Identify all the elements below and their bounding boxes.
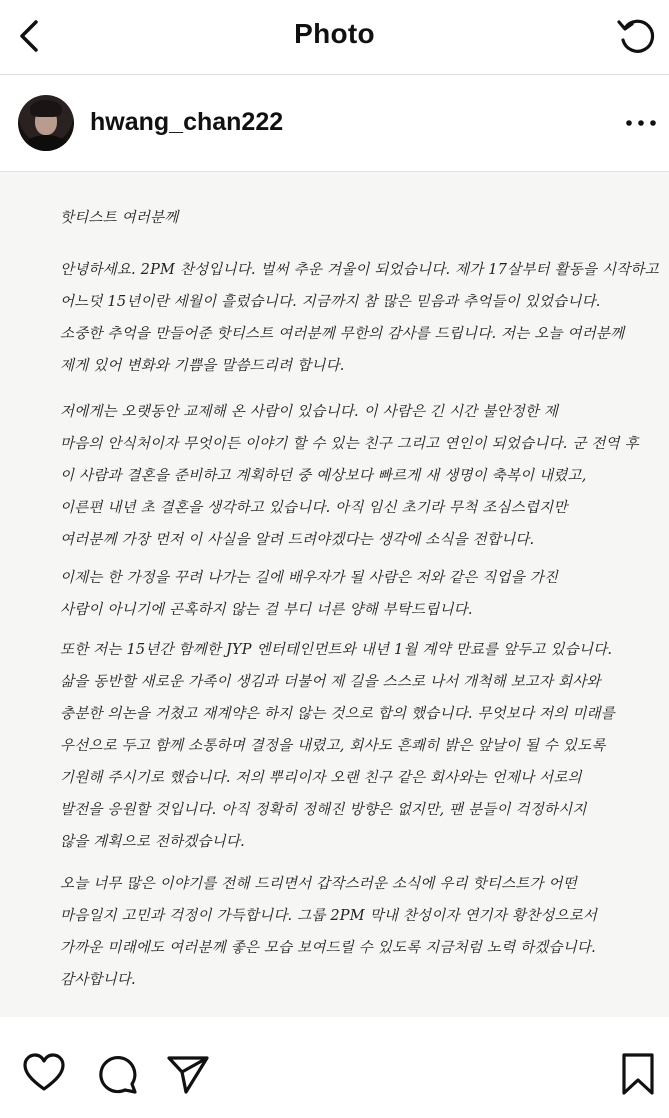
letter-line: 제게 있어 변화와 기쁨을 말씀드리려 합니다.: [60, 358, 345, 374]
letter-line: 마음일지 고민과 걱정이 가득합니다. 그룹 2PM 막내 찬성이자 연기자 황찬성으로서: [60, 908, 598, 924]
top-bar: [0, 0, 669, 75]
page-title: Photo: [294, 18, 375, 49]
post-actions-bar: [0, 1018, 669, 1118]
handwritten-letter-image: [0, 172, 669, 1017]
letter-line: 마음의 안식처이자 무엇이든 이야기 할 수 있는 친구 그리고 연인이 되었습니다. 군 전역 후: [60, 436, 639, 452]
letter-line: 가까운 미래에도 여러분께 좋은 모습 보여드릴 수 있도록 지금처럼 노력 하겠습니다.: [60, 940, 596, 956]
avatar-body: [22, 135, 70, 151]
letter-line: 오늘 너무 많은 이야기를 전해 드리면서 갑작스러운 소식에 우리 핫티스트가 어떤: [60, 876, 577, 892]
letter-line: 안녕하세요. 2PM 찬성입니다. 벌써 추운 겨울이 되었습니다. 제가 17살부터 활동을 시작하고: [60, 262, 659, 278]
letter-line: 삶을 동반할 새로운 가족이 생김과 더불어 제 길을 스스로 나서 개척해 보고자 회사와: [60, 674, 601, 690]
more-horizontal-icon[interactable]: [621, 111, 661, 135]
letter-line: 않을 계획으로 전하겠습니다.: [60, 834, 245, 850]
send-icon[interactable]: [166, 1052, 210, 1096]
letter-line: 기원해 주시기로 했습니다. 저의 뿌리이자 오랜 친구 같은 회사와는 언제나 서로의: [60, 770, 582, 786]
letter-line: 이제는 한 가정을 꾸려 나가는 길에 배우자가 될 사람은 저와 같은 직업을 가진: [60, 570, 559, 586]
letter-line: 핫티스트 여러분께: [60, 210, 179, 226]
letter-line: 또한 저는 15년간 함께한 JYP 엔터테인먼트와 내년 1월 계약 만료를 앞두고 있습니다.: [60, 642, 613, 658]
heart-icon[interactable]: [22, 1052, 66, 1096]
letter-line: 충분한 의논을 거쳤고 재계약은 하지 않는 것으로 합의 했습니다. 무엇보다 저의 미래를: [60, 706, 615, 722]
letter-line: 우선으로 두고 함께 소통하며 결정을 내렸고, 회사도 흔쾌히 밝은 앞날이 될 수 있도록: [60, 738, 606, 754]
username-link[interactable]: hwang_chan222: [90, 108, 284, 136]
comment-icon[interactable]: [96, 1052, 140, 1096]
letter-line: 어느덧 15년이란 세월이 흘렀습니다. 지금까지 참 많은 믿음과 추억들이 있었습니다.: [60, 294, 601, 310]
avatar[interactable]: [18, 95, 74, 151]
post-header: [0, 75, 669, 172]
letter-line: 여러분께 가장 먼저 이 사실을 알려 드려야겠다는 생각에 소식을 전합니다.: [60, 532, 535, 548]
letter-line: 사람이 아니기에 곤혹하지 않는 걸 부디 너른 양해 부탁드립니다.: [60, 602, 473, 618]
letter-line: 이 사람과 결혼을 준비하고 계획하던 중 예상보다 빠르게 새 생명이 축복이 내렸고,: [60, 468, 587, 484]
letter-line: 감사합니다.: [60, 972, 136, 988]
letter-line: 발전을 응원할 것입니다. 아직 정확히 정해진 방향은 없지만, 팬 분들이 걱정하시지: [60, 802, 587, 818]
refresh-icon[interactable]: [615, 14, 659, 58]
letter-line: 이른편 내년 초 결혼을 생각하고 있습니다. 아직 임신 초기라 무척 조심스럽지만: [60, 500, 568, 516]
letter-line: 소중한 추억을 만들어준 핫티스트 여러분께 무한의 감사를 드립니다. 저는 오늘 여러분께: [60, 326, 625, 342]
bookmark-icon[interactable]: [616, 1052, 660, 1096]
letter-line: 저에게는 오랫동안 교제해 온 사람이 있습니다. 이 사람은 긴 시간 불안정한 제: [60, 404, 559, 420]
avatar-hair: [30, 100, 62, 117]
